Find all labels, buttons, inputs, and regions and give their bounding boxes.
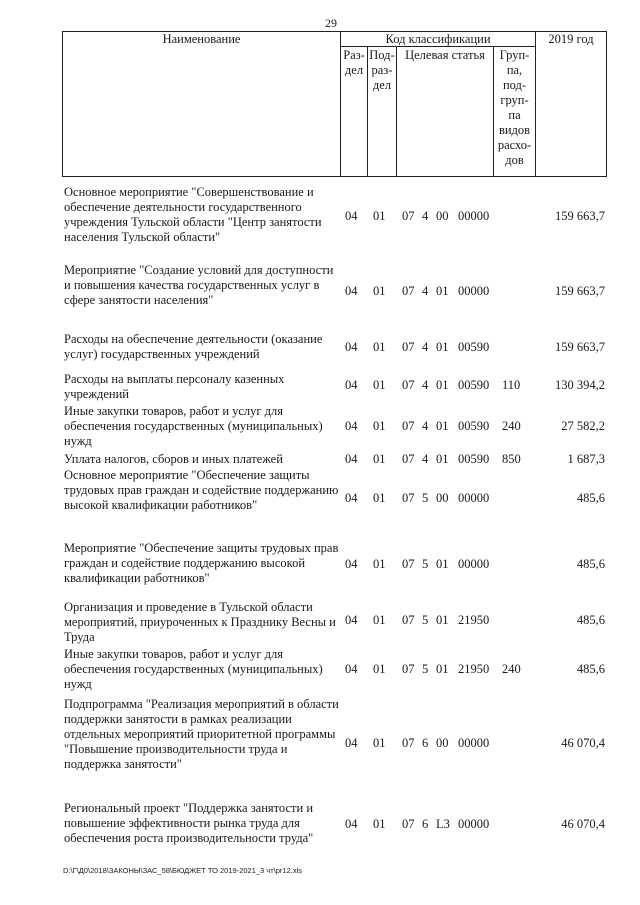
page-number: 29 bbox=[325, 16, 337, 30]
row-target-program: 07 bbox=[402, 613, 415, 627]
row-vid: 110 bbox=[502, 378, 521, 392]
row-target-direction: 00000 bbox=[458, 557, 490, 571]
row-target-event: 00 bbox=[436, 736, 449, 750]
row-target-subprogram: 4 bbox=[422, 209, 429, 223]
row-target-event: 00 bbox=[436, 491, 449, 505]
row-podrazdel: 01 bbox=[373, 452, 386, 466]
row-target-event: 01 bbox=[436, 662, 449, 676]
row-razdel: 04 bbox=[345, 209, 358, 223]
row-target-program: 07 bbox=[402, 378, 415, 392]
row-name: Мероприятие "Обеспечение защиты трудовых прав граждан и содействие поддержанию высокой квалификации работников" bbox=[64, 541, 339, 585]
row-target-event: 00 bbox=[436, 209, 449, 223]
row-target-program: 07 bbox=[402, 662, 415, 676]
row-sum: 485,6 bbox=[576, 662, 605, 676]
row-target-event: 01 bbox=[436, 378, 449, 392]
row-target-direction: 21950 bbox=[458, 662, 490, 676]
header-vid: Груп- па, под- груп- па видов расхо- дов bbox=[497, 48, 532, 167]
row-razdel: 04 bbox=[345, 662, 358, 676]
row-target-program: 07 bbox=[402, 340, 415, 354]
header-razdel: Раз- дел bbox=[343, 48, 365, 77]
row-target-subprogram: 6 bbox=[422, 817, 429, 831]
row-podrazdel: 01 bbox=[373, 209, 386, 223]
row-target-event: 01 bbox=[436, 557, 449, 571]
row-razdel: 04 bbox=[345, 378, 358, 392]
row-sum: 46 070,4 bbox=[561, 817, 605, 831]
row-target-direction: 00000 bbox=[458, 209, 490, 223]
row-target-direction: 00000 bbox=[458, 817, 490, 831]
row-target-direction: 00590 bbox=[458, 419, 490, 433]
row-target-subprogram: 4 bbox=[422, 340, 429, 354]
row-target-event: 01 bbox=[436, 340, 449, 354]
row-razdel: 04 bbox=[345, 340, 358, 354]
row-vid: 240 bbox=[502, 419, 521, 433]
row-razdel: 04 bbox=[345, 557, 358, 571]
row-target-event: 01 bbox=[436, 613, 449, 627]
row-podrazdel: 01 bbox=[373, 340, 386, 354]
row-name: Основное мероприятие "Обеспечение защиты трудовых прав граждан и содействие поддержанию высокой квалификации работников" bbox=[64, 468, 339, 512]
row-sum: 159 663,7 bbox=[555, 284, 605, 298]
row-target-direction: 00000 bbox=[458, 491, 490, 505]
row-podrazdel: 01 bbox=[373, 378, 386, 392]
row-name: Основное мероприятие "Совершенствование и обеспечение деятельности государственного учреждения Тульской области "Центр занятости населения Тульской области" bbox=[64, 185, 322, 244]
row-target-subprogram: 4 bbox=[422, 378, 429, 392]
row-target-program: 07 bbox=[402, 491, 415, 505]
row-sum: 159 663,7 bbox=[555, 209, 605, 223]
row-target-subprogram: 5 bbox=[422, 613, 429, 627]
row-sum: 485,6 bbox=[576, 557, 605, 571]
row-target-program: 07 bbox=[402, 452, 415, 466]
row-target-event: L3 bbox=[436, 817, 450, 831]
row-sum: 1 687,3 bbox=[567, 452, 605, 466]
row-podrazdel: 01 bbox=[373, 613, 386, 627]
row-target-subprogram: 4 bbox=[422, 452, 429, 466]
file-path-footer: D:\Г\Д0\2018\ЗАКОНЫ\ЗАС_58\БЮДЖЕТ ТО 2019-2021_3 чт\pr12.xls bbox=[63, 866, 302, 875]
row-sum: 27 582,2 bbox=[561, 419, 605, 433]
row-target-program: 07 bbox=[402, 284, 415, 298]
row-razdel: 04 bbox=[345, 452, 358, 466]
row-name: Уплата налогов, сборов и иных платежей bbox=[64, 452, 283, 466]
header-left-border bbox=[62, 31, 63, 177]
row-razdel: 04 bbox=[345, 613, 358, 627]
row-razdel: 04 bbox=[345, 419, 358, 433]
row-name: Мероприятие "Создание условий для доступности и повышения качества государственных услуг в сфере занятости населения" bbox=[64, 263, 334, 307]
row-razdel: 04 bbox=[345, 817, 358, 831]
row-razdel: 04 bbox=[345, 284, 358, 298]
row-target-program: 07 bbox=[402, 209, 415, 223]
row-podrazdel: 01 bbox=[373, 817, 386, 831]
header-bottom-border bbox=[62, 176, 607, 177]
row-target-subprogram: 5 bbox=[422, 557, 429, 571]
row-podrazdel: 01 bbox=[373, 284, 386, 298]
header-right-border bbox=[606, 31, 607, 177]
row-podrazdel: 01 bbox=[373, 736, 386, 750]
row-target-subprogram: 4 bbox=[422, 284, 429, 298]
row-target-direction: 00000 bbox=[458, 736, 490, 750]
row-name: Подпрограмма "Реализация мероприятий в области поддержки занятости в рамках реализации отдельных мероприятий приоритетной программы "Повышение производительности труда и поддержка занятости" bbox=[64, 697, 339, 771]
header-col-divider bbox=[535, 31, 536, 177]
row-target-program: 07 bbox=[402, 817, 415, 831]
row-name: Региональный проект "Поддержка занятости и повышение эффективности рынка труда для обеспечения роста производительности труда" bbox=[64, 801, 314, 845]
row-sum: 485,6 bbox=[576, 613, 605, 627]
row-target-event: 01 bbox=[436, 419, 449, 433]
row-name: Расходы на выплаты персоналу казенных учреждений bbox=[64, 372, 285, 401]
row-sum: 485,6 bbox=[576, 491, 605, 505]
header-target-article: Целевая статья bbox=[405, 48, 485, 62]
row-name: Расходы на обеспечение деятельности (оказание услуг) государственных учреждений bbox=[64, 332, 323, 361]
row-target-direction: 00590 bbox=[458, 452, 490, 466]
row-name: Иные закупки товаров, работ и услуг для обеспечения государственных (муниципальных) нужд bbox=[64, 404, 323, 448]
row-razdel: 04 bbox=[345, 736, 358, 750]
row-target-program: 07 bbox=[402, 419, 415, 433]
header-code-group: Код классификации bbox=[385, 32, 491, 46]
row-target-event: 01 bbox=[436, 452, 449, 466]
header-year: 2019 год bbox=[548, 32, 594, 46]
row-target-direction: 00000 bbox=[458, 284, 490, 298]
row-target-subprogram: 5 bbox=[422, 491, 429, 505]
row-razdel: 04 bbox=[345, 491, 358, 505]
row-vid: 240 bbox=[502, 662, 521, 676]
row-podrazdel: 01 bbox=[373, 419, 386, 433]
row-name: Иные закупки товаров, работ и услуг для обеспечения государственных (муниципальных) нужд bbox=[64, 647, 323, 691]
row-target-subprogram: 6 bbox=[422, 736, 429, 750]
row-target-direction: 00590 bbox=[458, 378, 490, 392]
row-target-subprogram: 5 bbox=[422, 662, 429, 676]
row-target-direction: 21950 bbox=[458, 613, 490, 627]
row-sum: 130 394,2 bbox=[555, 378, 605, 392]
header-podrazdel: Под- раз- дел bbox=[369, 48, 395, 92]
header-col-divider bbox=[396, 46, 397, 177]
row-target-event: 01 bbox=[436, 284, 449, 298]
row-podrazdel: 01 bbox=[373, 557, 386, 571]
row-target-program: 07 bbox=[402, 736, 415, 750]
row-vid: 850 bbox=[502, 452, 521, 466]
row-podrazdel: 01 bbox=[373, 662, 386, 676]
row-target-program: 07 bbox=[402, 557, 415, 571]
row-target-direction: 00590 bbox=[458, 340, 490, 354]
row-sum: 46 070,4 bbox=[561, 736, 605, 750]
row-podrazdel: 01 bbox=[373, 491, 386, 505]
row-target-subprogram: 4 bbox=[422, 419, 429, 433]
row-name: Организация и проведение в Тульской области мероприятий, приуроченных к Празднику Весны и Труда bbox=[64, 600, 336, 644]
row-sum: 159 663,7 bbox=[555, 340, 605, 354]
header-name: Наименование bbox=[162, 32, 241, 46]
